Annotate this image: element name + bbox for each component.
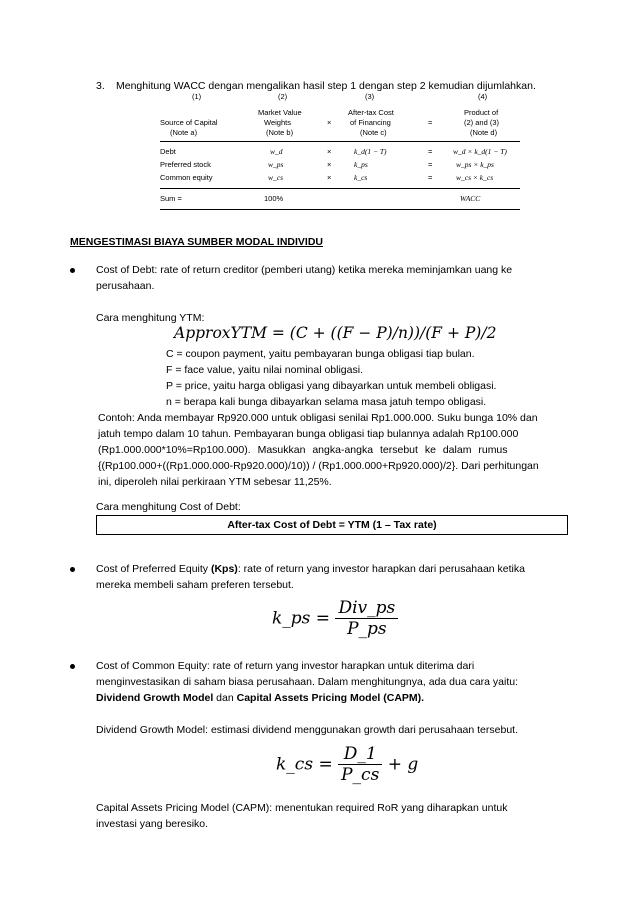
- row-common-op: ×: [327, 173, 332, 182]
- debt-intro-line-2: perusahaan.: [96, 280, 155, 292]
- common-line-2: menginvestasikan di saham biasa perusahaan. Dalam menghitungnya, ada dua cara yaitu:: [96, 676, 519, 688]
- common-line-1: Cost of Common Equity: rate of return yang investor harapkan untuk diterima dari: [96, 660, 475, 672]
- ytm-def-p: P = price, yaitu harga obligasi yang dibayarkan untuk membeli obligasi.: [166, 380, 497, 392]
- bullet: [70, 268, 75, 273]
- row-preferred-cost: k_ps: [354, 160, 368, 169]
- kcs-denominator: P_cs: [341, 765, 380, 785]
- kcs-formula: [276, 744, 418, 785]
- header-product-1: Product of: [464, 108, 499, 117]
- cost-of-debt-formula-box: After-tax Cost of Debt = YTM (1 – Tax rate): [96, 515, 568, 535]
- row-preferred-product: w_ps × k_ps: [456, 160, 494, 169]
- preferred-kps: (Kps): [210, 563, 238, 575]
- row-preferred-weight: w_ps: [268, 160, 284, 169]
- common-line-3-mid: dan: [213, 692, 237, 704]
- row-preferred-eq: =: [428, 160, 433, 169]
- kcs-tail: + g: [387, 754, 419, 775]
- row-common-product: w_cs × k_cs: [456, 173, 494, 182]
- header-source-2: (Note a): [170, 128, 198, 137]
- kps-fraction: [335, 598, 398, 639]
- section-title: MENGESTIMASI BIAYA SUMBER MODAL INDIVIDU: [70, 236, 323, 248]
- sum-label: Sum =: [160, 194, 182, 203]
- step-text: Menghitung WACC dengan mengalikan hasil step 1 dengan step 2 kemudian dijumlahkan.: [116, 80, 536, 92]
- row-common-source: Common equity: [160, 173, 213, 182]
- dgm-bold: Dividend Growth Model: [96, 692, 214, 704]
- sum-weight: 100%: [264, 194, 284, 203]
- row-debt-product: w_d × k_d(1 − T): [453, 147, 507, 156]
- bullet: [70, 664, 75, 669]
- col-number-4: (4): [478, 92, 488, 101]
- capm-line-1: Capital Assets Pricing Model (CAPM): menentukan required RoR yang diharapkan untuk: [96, 802, 508, 814]
- header-equals: =: [428, 118, 433, 127]
- row-common-eq: =: [428, 173, 433, 182]
- header-product-2: (2) and (3): [464, 118, 500, 127]
- header-times: ×: [327, 118, 332, 127]
- row-preferred-source: Preferred stock: [160, 160, 211, 169]
- dgm-text: Dividend Growth Model: estimasi dividend menggunakan growth dari perusahaan tersebut.: [96, 724, 518, 736]
- row-common-cost: k_cs: [354, 173, 368, 182]
- sum-rule: [160, 188, 520, 189]
- header-source-1: Source of Capital: [160, 118, 218, 127]
- example-line-1: Contoh: Anda membayar Rp920.000 untuk obligasi senilai Rp1.000.000. Suku bunga 10% dan: [98, 412, 538, 424]
- example-line-2: jatuh tempo dalam 10 tahun. Pembayaran bunga obligasi tiap bulannya adalah Rp100.000: [98, 428, 519, 440]
- kcs-lhs: k_cs =: [276, 754, 333, 775]
- bottom-rule: [160, 209, 520, 210]
- preferred-line-1: [96, 561, 566, 577]
- example-line-4: {(Rp100.000+((Rp1.000.000-Rp920.000)/10)) / (Rp1.000.000+Rp920.000)/2}. Dari perhitungan: [98, 460, 539, 472]
- header-weights-3: (Note b): [266, 128, 294, 137]
- preferred-line-2: mereka membeli saham preferen tersebut.: [96, 579, 294, 591]
- ytm-def-n: n = berapa kali bunga dibayarkan selama masa jatuh tempo obligasi.: [166, 396, 487, 408]
- row-debt-cost: k_d(1 − T): [354, 147, 387, 156]
- row-common-weight: w_cs: [268, 173, 283, 182]
- example-line-5: ini, diperoleh nilai perkiraan YTM sebesar 11,25%.: [98, 476, 332, 488]
- header-cost-2: of Financing: [350, 118, 391, 127]
- header-product-3: (Note d): [470, 128, 498, 137]
- debt-intro-line-1: Cost of Debt: rate of return creditor (pemberi utang) ketika mereka meminjamkan uang ke: [96, 264, 513, 276]
- ytm-label: Cara menghitung YTM:: [96, 312, 205, 324]
- header-cost-3: (Note c): [360, 128, 387, 137]
- kcs-fraction: [338, 744, 382, 785]
- ytm-def-f: F = face value, yaitu nilai nominal obligasi.: [166, 364, 363, 376]
- header-weights-2: Weights: [264, 118, 291, 127]
- ytm-formula: ApproxYTM = (C + ((F − P)/n))/(F + P)/2: [174, 324, 497, 342]
- row-debt-eq: =: [428, 147, 433, 156]
- example-line-3: (Rp1.000.000*10%=Rp100.000). Masukkan angka-angka tersebut ke dalam rumus: [98, 444, 508, 456]
- ytm-def-c: C = coupon payment, yaitu pembayaran bunga obligasi tiap bulan.: [166, 348, 475, 360]
- sum-product: WACC: [460, 194, 481, 203]
- col-number-2: (2): [278, 92, 288, 101]
- kps-numerator: Div_ps: [335, 598, 398, 619]
- step-number: 3.: [96, 80, 105, 92]
- col-number-3: (3): [365, 92, 375, 101]
- row-debt-op: ×: [327, 147, 332, 156]
- row-preferred-op: ×: [327, 160, 332, 169]
- kps-denominator: P_ps: [347, 619, 387, 639]
- cost-of-debt-label: Cara menghitung Cost of Debt:: [96, 501, 241, 513]
- common-line-3: [96, 690, 424, 706]
- preferred-line-1-post: : rate of return yang investor harapkan dari perusahaan ketika: [237, 563, 525, 575]
- kps-lhs: k_ps =: [272, 608, 331, 629]
- capm-bold: Capital Assets Pricing Model (CAPM).: [236, 692, 425, 704]
- row-debt-source: Debt: [160, 147, 176, 156]
- kcs-numerator: D_1: [338, 744, 382, 765]
- col-number-1: (1): [192, 92, 202, 101]
- table-rule: [160, 141, 520, 142]
- header-weights-1: Market Value: [258, 108, 302, 117]
- bullet: [70, 567, 75, 572]
- row-debt-weight: w_d: [270, 147, 283, 156]
- preferred-line-1-pre: Cost of Preferred Equity: [96, 563, 211, 575]
- capm-line-2: investasi yang beresiko.: [96, 818, 209, 830]
- header-cost-1: After-tax Cost: [348, 108, 394, 117]
- kps-formula: [272, 598, 398, 639]
